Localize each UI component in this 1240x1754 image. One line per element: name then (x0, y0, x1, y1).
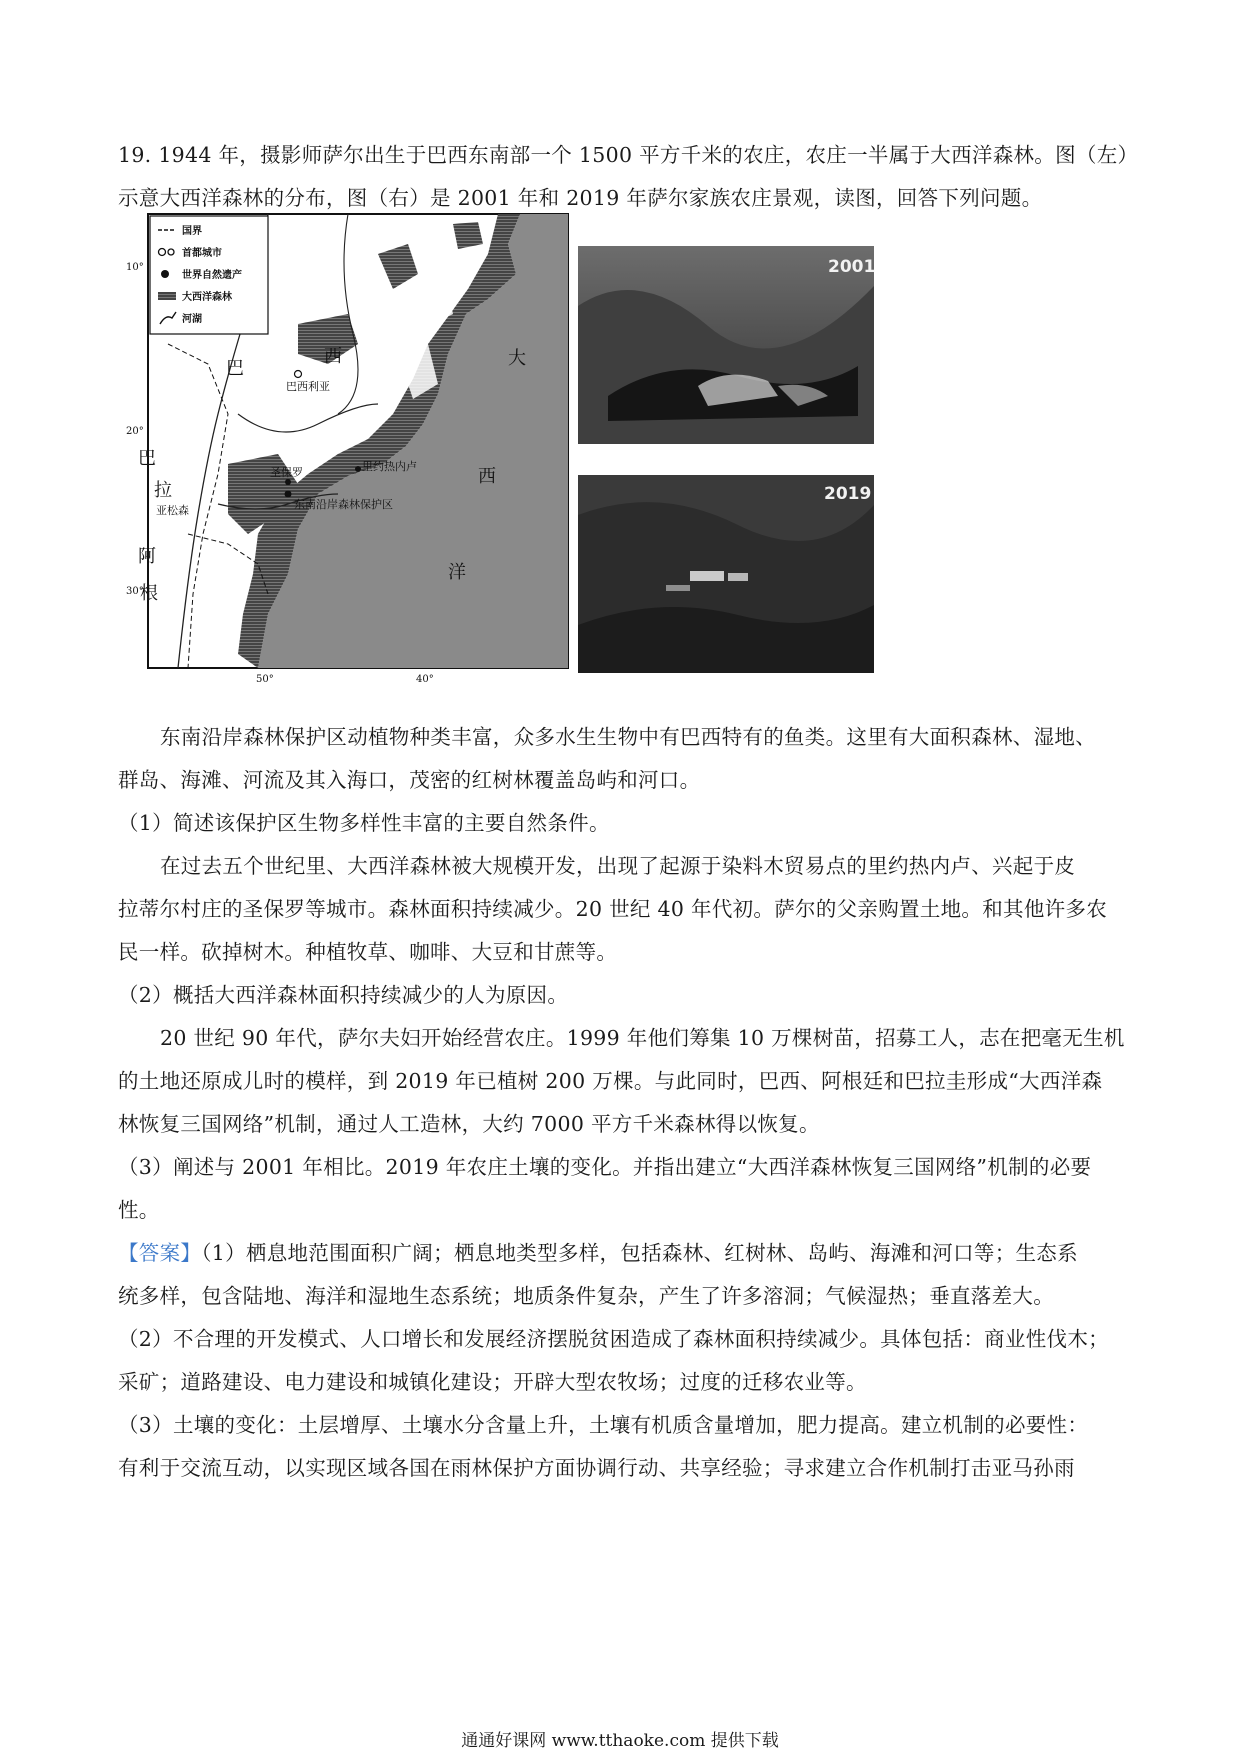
label-paraguay-la: 拉 (154, 480, 172, 501)
atlantic-forest-map (126, 214, 568, 685)
lon-tick: 50° (256, 674, 274, 685)
lat-tick: 10° (126, 262, 144, 273)
label-rio: 里约热内卢 (362, 460, 417, 473)
label-argentina-a: 阿 (138, 546, 156, 567)
label-ocean-yang: 洋 (448, 562, 466, 583)
para-restore-line-2: 的土地还原成儿时的模样，到 2019 年已植树 200 万棵。与此同时，巴西、阿根廷和巴拉圭形成“大西洋森 (118, 1069, 1103, 1093)
answer-line-4: 采矿；道路建设、电力建设和城镇化建设；开辟大型农牧场；过度的迁移农业等。 (118, 1370, 867, 1394)
para-history-line-3: 民一样。砍掉树木。种植牧草、咖啡、大豆和甘蔗等。 (118, 940, 618, 964)
answer-line-5: （3）土壤的变化：土层增厚、土壤水分含量上升，土壤有机质含量增加，肥力提高。建立机制的必要性： (118, 1413, 1089, 1437)
question-2: （2）概括大西洋森林面积持续减少的人为原因。 (118, 983, 569, 1007)
legend-capital: 首都城市 (182, 248, 222, 259)
legend-river: 河湖 (182, 314, 202, 325)
label-asuncion: 亚松森 (156, 504, 189, 517)
intro-line-2: 示意大西洋森林的分布，图（右）是 2001 年和 2019 年萨尔家族农庄景观，读图，回答下列问题。 (118, 186, 1043, 210)
label-sao-paulo: 圣保罗 (270, 466, 303, 479)
para-history-line-2: 拉蒂尔村庄的圣保罗等城市。森林面积持续减少。20 世纪 40 年代初。萨尔的父亲购置土地。和其他许多农 (118, 897, 1108, 921)
body-text (118, 716, 1128, 1490)
farm-photo-2001 (578, 246, 874, 444)
photo-year-2001: 2001 (828, 257, 876, 277)
question-intro (118, 134, 1139, 220)
answer-tag: 【答案】 (118, 1241, 202, 1265)
para-reserve-line-1: 东南沿岸森林保护区动植物种类丰富，众多水生生物中有巴西特有的鱼类。这里有大面积森林、湿地、 (160, 725, 1096, 749)
lon-tick: 40° (416, 674, 434, 685)
label-argentina-gen: 根 (140, 583, 158, 604)
legend-forest: 大西洋森林 (182, 292, 232, 303)
answer-line-3: （2）不合理的开发模式、人口增长和发展经济摆脱贫困造成了森林面积持续减少。具体包括：商业性伐木； (118, 1327, 1109, 1351)
question-1: （1）简述该保护区生物多样性丰富的主要自然条件。 (118, 811, 610, 835)
legend-heritage: 世界自然遗产 (182, 270, 242, 281)
answer-line-6: 有利于交流互动，以实现区域各国在雨林保护方面协调行动、共享经验；寻求建立合作机制打击亚马孙雨 (118, 1456, 1075, 1480)
answer-line-1 (118, 1232, 1128, 1275)
para-history-line-1: 在过去五个世纪里、大西洋森林被大规模开发，出现了起源于染料木贸易点的里约热内卢、兴起于皮 (160, 854, 1076, 878)
label-brasilia: 巴西利亚 (286, 380, 330, 393)
photo-year-2019: 2019 (824, 484, 872, 504)
label-ocean-xi: 西 (478, 466, 496, 487)
intro-line-1: 19. 1944 年，摄影师萨尔出生于巴西东南部一个 1500 平方千米的农庄，农庄一半属于大西洋森林。图（左） (118, 143, 1139, 167)
answer-line-1-text: （1）栖息地范围面积广阔；栖息地类型多样，包括森林、红树林、岛屿、海滩和河口等；生态系 (201, 1241, 1078, 1265)
question-3-line-1: （3）阐述与 2001 年相比。2019 年农庄土壤的变化。并指出建立“大西洋森林恢复三国网络”机制的必要 (118, 1155, 1092, 1179)
para-reserve-line-2: 群岛、海滩、河流及其入海口，茂密的红树林覆盖岛屿和河口。 (118, 768, 701, 792)
label-ocean-da: 大 (508, 348, 526, 369)
lat-tick: 20° (126, 426, 144, 437)
para-restore-line-3: 林恢复三国网络”机制，通过人工造林，大约 7000 平方千米森林得以恢复。 (118, 1112, 820, 1136)
page-footer: 通通好课网 www.tthaoke.com 提供下载 (461, 1731, 779, 1751)
label-paraguay-ba: 巴 (138, 448, 156, 469)
label-brazil-xi: 西 (324, 346, 342, 367)
question-3-line-2: 性。 (118, 1198, 160, 1222)
label-reserve: 东南沿岸森林保护区 (294, 498, 393, 511)
label-brazil-ba: 巴 (226, 358, 244, 379)
answer-line-2: 统多样，包含陆地、海洋和湿地生态系统；地质条件复杂，产生了许多溶洞；气候湿热；垂直落差大。 (118, 1284, 1054, 1308)
legend-border: 国界 (182, 226, 202, 237)
lat-tick: 30° (126, 586, 144, 597)
para-restore-line-1: 20 世纪 90 年代，萨尔夫妇开始经营农庄。1999 年他们筹集 10 万棵树苗，招募工人，志在把毫无生机 (160, 1026, 1125, 1050)
farm-photo-2019 (578, 475, 874, 673)
